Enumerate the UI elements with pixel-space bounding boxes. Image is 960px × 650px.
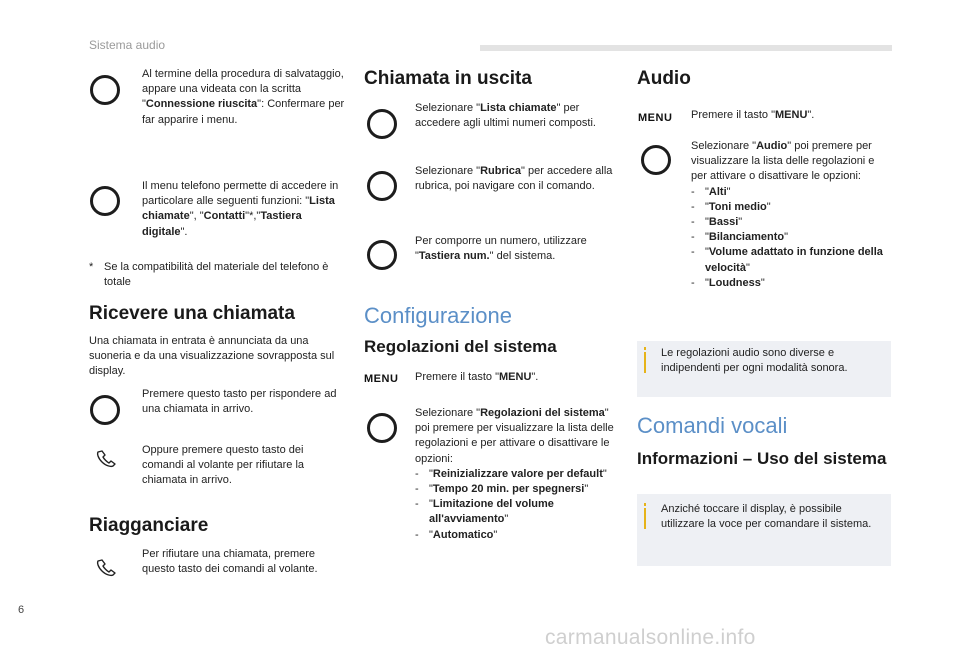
configuration-title: Configurazione <box>364 303 512 328</box>
list-item: - "Limitazione del volume all'avviamento" <box>415 497 615 527</box>
outgoing-step-keypad: Per comporre un numero, utilizzare "Tastiera num." del sistema. <box>415 235 587 263</box>
audio-options-list <box>691 185 891 291</box>
hangup-title: Riagganciare <box>89 515 209 536</box>
menu-key-icon: MENU <box>364 373 399 385</box>
list-item: - "Loudness" <box>691 276 891 291</box>
section-header: Sistema audio <box>89 38 166 52</box>
outgoing-step-calls-list: Selezionare "Lista chiamate" per accedere agli ultimi numeri composti. <box>415 102 596 130</box>
list-item: - "Reinizializzare valore per default" <box>415 467 615 482</box>
rotary-knob-icon <box>367 171 397 201</box>
audio-step-settings: Selezionare "Audio" poi premere per visualizzare la lista delle regolazioni e per attivare o disattivare le opzioni: - "Alti" - "Toni medio" - "Bassi" - "Bilanciamento" - "Volume adattato in funzione della velocità" - "Loudness" <box>691 139 891 291</box>
audio-step-menu: Premere il tasto "MENU". <box>691 109 815 121</box>
audio-info-note <box>637 341 891 397</box>
rotary-knob-icon <box>641 145 671 175</box>
audio-title: Audio <box>637 68 691 89</box>
rotary-knob-icon <box>367 240 397 270</box>
list-item: - "Toni medio" <box>691 200 891 215</box>
audio-note-text: Le regolazioni audio sono diverse e indipendenti per ogni modalità sonora. <box>661 347 848 375</box>
list-item: - "Bilanciamento" <box>691 230 891 245</box>
reject-call-text: Oppure premere questo tasto dei comandi al volante per rifiutare la chiamata in arrivo. <box>142 444 305 487</box>
hangup-text: Per rifiutare una chiamata, premere questo tasto dei comandi al volante. <box>142 548 318 576</box>
list-item: - "Alti" <box>691 185 891 200</box>
list-item: - "Volume adattato in funzione della velocità" <box>691 245 891 275</box>
voice-info-note <box>637 494 891 566</box>
config-step-settings: Selezionare "Regolazioni del sistema" poi premere per visualizzare la lista delle regolazioni e per attivare o disattivare le opzioni: - "Reinizializzare valore per default" - "Tempo 20 min. per spegnersi" - "Limitazione del volume all'avviamento" - "Automatico" <box>415 406 615 543</box>
voice-note-text: Anziché toccare il display, è possibile utilizzare la voce per comandare il sistema. <box>661 503 872 531</box>
list-item: - "Automatico" <box>415 528 615 543</box>
rotary-knob-icon <box>90 395 120 425</box>
phone-handset-icon <box>95 449 119 469</box>
rotary-knob-icon <box>367 413 397 443</box>
save-confirm-text: Al termine della procedura di salvataggio, appare una videata con la scritta "Connessione riuscita": Confermare per far apparire i menu. <box>142 68 345 126</box>
voice-commands-title: Comandi vocali <box>637 413 788 438</box>
page-number: 6 <box>18 604 25 616</box>
info-icon <box>644 508 646 529</box>
receive-call-title: Ricevere una chiamata <box>89 303 295 324</box>
config-step-menu: Premere il tasto "MENU". <box>415 371 539 383</box>
menu-key-icon: MENU <box>638 112 673 124</box>
header-rule <box>480 45 892 51</box>
info-icon <box>644 352 646 373</box>
phone-handset-icon <box>95 558 119 578</box>
outgoing-step-contacts: Selezionare "Rubrica" per accedere alla rubrica, poi navigare con il comando. <box>415 165 613 193</box>
list-item: - "Bassi" <box>691 215 891 230</box>
list-item: - "Tempo 20 min. per spegnersi" <box>415 482 615 497</box>
footnote-star: * <box>89 261 94 273</box>
phone-menu-text: Il menu telefono permette di accedere in particolare alle seguenti funzioni: "Lista chiamate", "Contatti"*,"Tastiera digitale". <box>142 180 339 238</box>
answer-call-text: Premere questo tasto per rispondere ad una chiamata in arrivo. <box>142 388 337 416</box>
outgoing-call-title: Chiamata in uscita <box>364 68 532 89</box>
system-settings-subtitle: Regolazioni del sistema <box>364 337 557 356</box>
watermark: carmanualsonline.info <box>545 626 756 649</box>
voice-info-subtitle: Informazioni – Uso del sistema <box>637 449 887 468</box>
footnote-text: Se la compatibilità del materiale del telefono è totale <box>104 261 329 289</box>
receive-call-intro: Una chiamata in entrata è annunciata da una suoneria e da una visualizzazione sovrapposta sul display. <box>89 335 335 378</box>
rotary-knob-icon <box>367 109 397 139</box>
rotary-knob-icon <box>90 186 120 216</box>
system-options-list <box>415 467 615 543</box>
rotary-knob-icon <box>90 75 120 105</box>
